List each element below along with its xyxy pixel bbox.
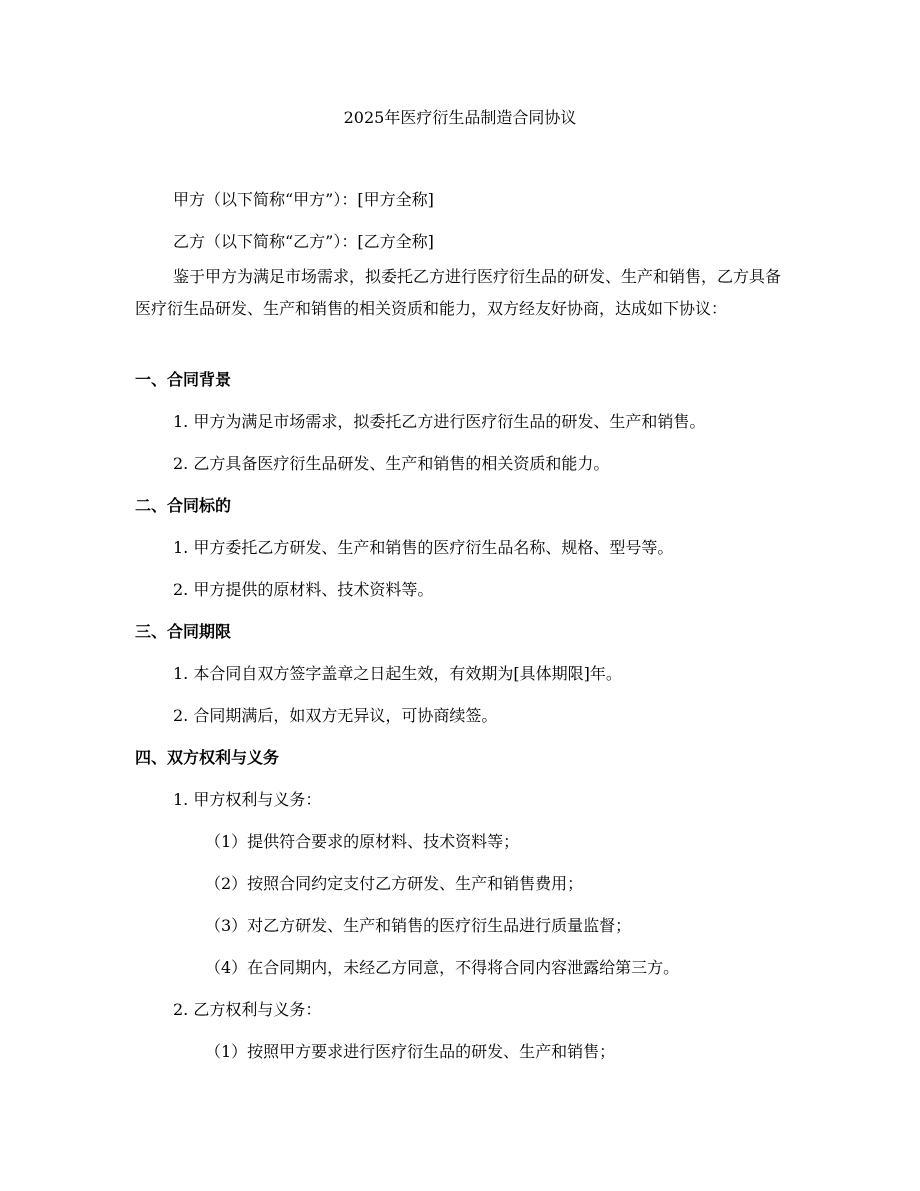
section-heading-rights: 四、双方权利与义务: [135, 748, 280, 767]
list-item: 2. 甲方提供的原材料、技术资料等。: [173, 580, 434, 599]
party-b-line: 乙方（以下简称“乙方”）：[乙方全称]: [173, 232, 434, 251]
list-item: 1. 本合同自双方签字盖章之日起生效，有效期为[具体期限]年。: [173, 664, 622, 683]
list-item: 2. 乙方权利与义务：: [173, 1000, 322, 1019]
preamble-paragraph: 鉴于甲方为满足市场需求，拟委托乙方进行医疗衍生品的研发、生产和销售，乙方具备医疗衍生品研发、生产和销售的相关资质和能力，双方经友好协商，达成如下协议：: [135, 267, 782, 318]
sub-list-item: （1）提供符合要求的原材料、技术资料等；: [205, 832, 520, 851]
section-heading-term: 三、合同期限: [135, 622, 232, 641]
list-item: 2. 合同期满后，如双方无异议，可协商续签。: [173, 706, 498, 725]
section-heading-subject: 二、合同标的: [135, 496, 232, 515]
sub-list-item: （4）在合同期内，未经乙方同意，不得将合同内容泄露给第三方。: [205, 958, 680, 977]
list-item: 1. 甲方委托乙方研发、生产和销售的医疗衍生品名称、规格、型号等。: [173, 538, 674, 557]
sub-list-item: （2）按照合同约定支付乙方研发、生产和销售费用；: [205, 874, 584, 893]
section-heading-background: 一、合同背景: [135, 370, 232, 389]
document-title: 2025年医疗衍生品制造合同协议: [343, 108, 577, 127]
party-a-line: 甲方（以下简称“甲方”）：[甲方全称]: [173, 190, 434, 209]
list-item: 1. 甲方权利与义务：: [173, 790, 322, 809]
sub-list-item: （1）按照甲方要求进行医疗衍生品的研发、生产和销售；: [205, 1042, 616, 1061]
sub-list-item: （3）对乙方研发、生产和销售的医疗衍生品进行质量监督；: [205, 916, 632, 935]
list-item: 1. 甲方为满足市场需求，拟委托乙方进行医疗衍生品的研发、生产和销售。: [173, 412, 706, 431]
list-item: 2. 乙方具备医疗衍生品研发、生产和销售的相关资质和能力。: [173, 454, 610, 473]
